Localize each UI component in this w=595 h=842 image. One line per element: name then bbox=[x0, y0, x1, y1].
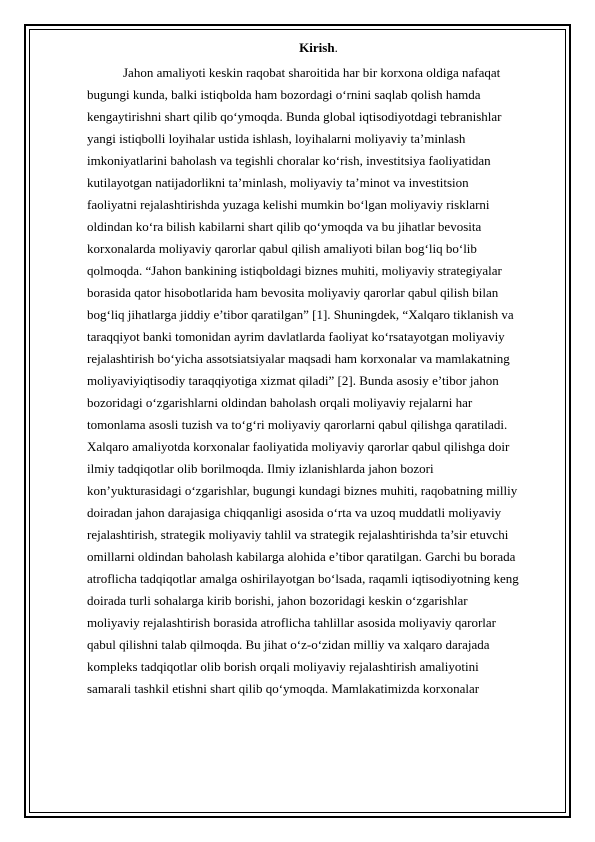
paragraph-line: rejalashtirish, strategik moliyaviy tahlil va strategik rejalashtirishda ta’sir etuvchi bbox=[87, 527, 509, 542]
paragraph-line: imkoniyatlarini baholash va tegishli choralar ko‘rish, investitsiya faoliyatidan bbox=[87, 153, 491, 168]
paragraph-line: kutilayotgan natijadorlikni ta’minlash, moliyaviy ta’minot va investitsion bbox=[87, 175, 469, 190]
paragraph-line: moliyaviyiqtisodiy taraqqiyotiga xizmat qiladi” [2]. Bunda asosiy e’tibor jahon bbox=[87, 373, 499, 388]
paragraph-line: taraqqiyot banki tomonidan ayrim davlatlarda faoliyat ko‘rsatayotgan moliyaviy bbox=[87, 329, 505, 344]
paragraph-line: Xalqaro amaliyotda korxonalar faoliyatida moliyaviy qarorlar qabul qilishga doir bbox=[87, 439, 510, 454]
section-heading bbox=[87, 40, 550, 62]
paragraph-line: bozoridagi o‘zgarishlarni oldindan baholash orqali moliyaviy rejalarni har bbox=[87, 395, 473, 410]
paragraph-line: samarali tashkil etishni shart qilib qo‘ymoqda. Mamlakatimizda korxonalar bbox=[87, 681, 480, 696]
paragraph-line: korxonalarda moliyaviy qarorlar qabul qilish amaliyoti bilan bog‘liq bo‘lib bbox=[87, 241, 477, 256]
paragraph-line: rejalashtirish bo‘yicha assotsiatsiyalar maqsadi ham korxonalar va mamlakatning bbox=[87, 351, 510, 366]
paragraph-line: qolmoqda. “Jahon bankining istiqboldagi biznes muhiti, moliyaviy strategiyalar bbox=[87, 263, 502, 278]
heading-title: Kirish bbox=[299, 40, 335, 55]
paragraph-line: omillarni oldindan baholash kabilarga alohida e’tibor qaratilgan. Garchi bu borada bbox=[87, 549, 516, 564]
paragraph-line: kompleks tadqiqotlar olib borish orqali moliyaviy rejalashtirish amaliyotini bbox=[87, 659, 479, 674]
heading-punct: . bbox=[334, 40, 338, 55]
paragraph-line: moliyaviy rejalashtirish borasida atroflicha tahlillar asosida moliyaviy qarorlar bbox=[87, 615, 497, 630]
paragraph-line: tomonlama asosli tuzish va to‘g‘ri moliyaviy qarorlarni qabul qilishga qaratiladi. bbox=[87, 417, 508, 432]
paragraph-line: oldindan ko‘ra bilish kabilarni shart qilib qo‘ymoqda va bu jihatlar bevosita bbox=[87, 219, 482, 234]
paragraph-line: yangi istiqbolli loyihalar ustida ishlash, loyihalarni moliyaviy ta’minlash bbox=[87, 131, 466, 146]
paragraph-line: bugungi kunda, balki istiqbolda ham bozordagi o‘rnini saqlab qolish hamda bbox=[87, 87, 481, 102]
paragraph-line: kengaytirishni shart qilib qo‘ymoqda. Bunda global iqtisodiyotdagi tebranishlar bbox=[87, 109, 502, 124]
paragraph-line: Jahon amaliyoti keskin raqobat sharoitida har bir korxona oldiga nafaqat bbox=[123, 65, 501, 80]
paragraph-line: borasida qator hisobotlarida ham bevosita moliyaviy qarorlar qabul qilish bilan bbox=[87, 285, 499, 300]
paragraph-line: qabul qilishni talab qilmoqda. Bu jihat o‘z-o‘zidan milliy va xalqaro darajada bbox=[87, 637, 490, 652]
paragraph-line: kon’yukturasidagi o‘zgarishlar, bugungi kundagi biznes muhiti, raqobatning milliy bbox=[87, 483, 518, 498]
document-body bbox=[87, 40, 550, 700]
paragraph-line: bog‘liq jihatlarga jiddiy e’tibor qaratilgan” [1]. Shuningdek, “Xalqaro tiklanish va bbox=[87, 307, 514, 322]
paragraph-line: doiradan jahon darajasiga chiqqanligi asosida o‘rta va uzoq muddatli moliyaviy bbox=[87, 505, 502, 520]
paragraph-line: doirada turli sohalarga kirib borishi, jahon bozoridagi keskin o‘zgarishlar bbox=[87, 593, 468, 608]
paragraph-line: faoliyatni rejalashtirishda yuzaga kelishi mumkin bo‘lgan moliyaviy risklarni bbox=[87, 197, 490, 212]
paragraph-line: atroflicha tadqiqotlar amalga oshirilayotgan bo‘lsada, raqamli iqtisodiyotning keng bbox=[87, 571, 519, 586]
paragraph-line: ilmiy tadqiqotlar olib borilmoqda. Ilmiy izlanishlarda jahon bozori bbox=[87, 461, 434, 476]
